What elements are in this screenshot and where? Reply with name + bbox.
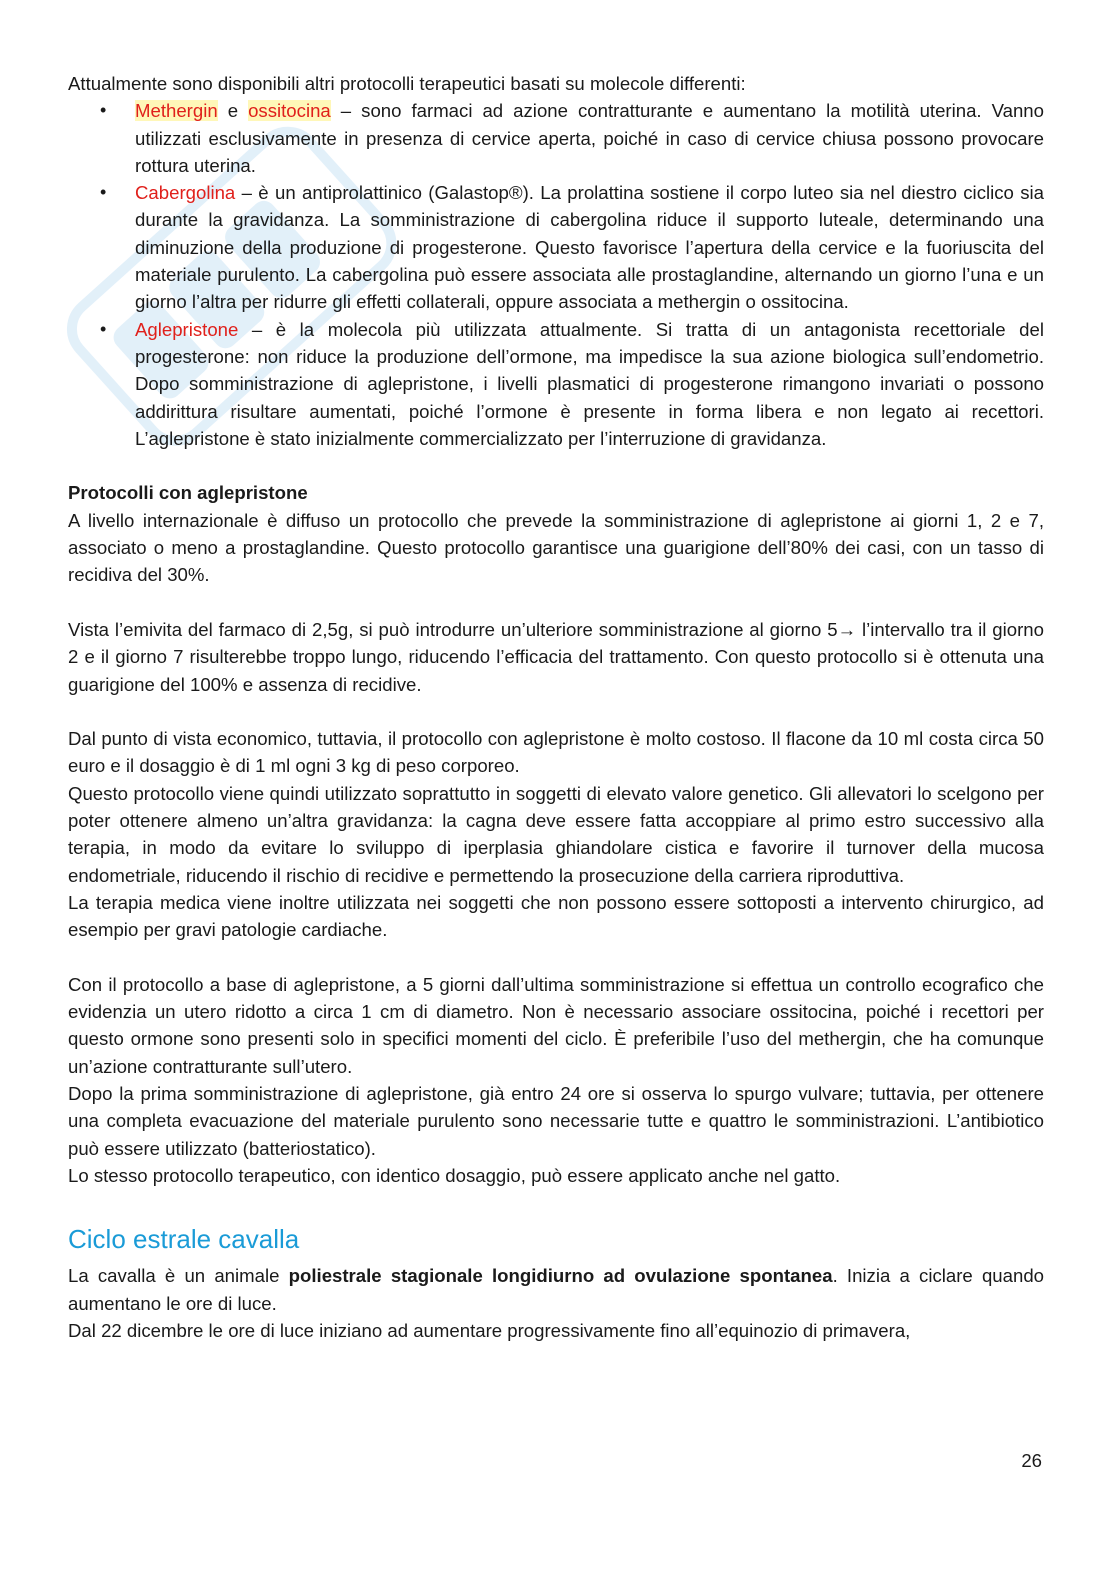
paragraph: Lo stesso protocollo terapeutico, con identico dosaggio, può essere applicato anche nel gatto.	[68, 1164, 841, 1186]
page-number: 26	[1021, 1450, 1042, 1471]
paragraph: Dopo la prima somministrazione di aglepristone, già entro 24 ore si osserva lo spurgo vulvare; tuttavia, per ottenere una completa evacuazione del materiale purulento sono necessarie tutte e quattro le somministrazioni. L’antibiotico può essere utilizzato (batteriostatico).	[68, 1082, 1044, 1159]
horse-text: . Inizia a ciclare quando aumentano le ore di luce.	[68, 1265, 1044, 1314]
horse-text: La cavalla è un animale	[68, 1265, 289, 1287]
list-item	[68, 179, 1044, 315]
horse-bold-text: poliestrale stagionale longidiurno ad ovulazione spontanea	[288, 1265, 833, 1287]
protocol-heading: Protocolli con aglepristone	[68, 482, 308, 504]
document-page	[68, 70, 1044, 1344]
paragraph: Con il protocollo a base di aglepristone, a 5 giorni dall’ultima somministrazione si effettua un controllo ecografico che evidenzia un utero ridotto a circa 1 cm di diametro. Non è necessario associare ossitocina, poiché i recettori per questo ormone sono presenti solo in specifici momenti del ciclo. È preferibile l’uso del methergin, che ha comunque un’azione contratturante sull’utero.	[68, 973, 1044, 1077]
list-item	[68, 97, 1044, 179]
drug-description: – è la molecola più utilizzata attualmente. Si tratta di un antagonista recettoriale del progesterone: non riduce la produzione dell’ormone, ma impedisce la sua azione biologica sull’endometrio. Dopo somministrazione di aglepristone, i livelli plasmatici di progesterone rimangono invariati o possono addirittura risultare aumentati, poiché l’ormone è presente in forma libera e non legato ai recettori. L’aglepristone è stato inizialmente commercializzato per l’interruzione di gravidanza.	[135, 318, 1044, 449]
drug-name-conjunction: e	[217, 100, 249, 122]
drug-description: – è un antiprolattinico (Galastop®). La prolattina sostiene il corpo luteo sia nel diestro ciclico sia durante la gravidanza. La somministrazione di cabergolina riduce il supporto luteale, determinando una diminuzione della produzione di progesterone. Questo favorisce l’apertura della cervice e la fuoriuscita del materiale purulento. La cabergolina può essere associata alle prostaglandine, alternando un giorno l’una e un giorno l’altra per ridurre gli effetti collaterali, oppure associata a methergin o ossitocina.	[135, 182, 1044, 313]
paragraph	[68, 1262, 1044, 1317]
drug-name: Cabergolina	[135, 182, 236, 204]
intro-text: Attualmente sono disponibili altri protocolli terapeutici basati su molecole differenti:	[68, 73, 746, 94]
paragraph: Vista l’emivita del farmaco di 2,5g, si può introdurre un’ulteriore somministrazione al giorno 5→ l’intervallo tra il giorno 2 e il giorno 7 risulterebbe troppo lungo, riducendo l’efficacia del trattamento. Con questo protocollo si è ottenuta una guarigione del 100% e assenza di recidive.	[68, 618, 1044, 695]
paragraph: Dal punto di vista economico, tuttavia, il protocollo con aglepristone è molto costoso. Il flacone da 10 ml costa circa 50 euro e il dosaggio è di 1 ml ogni 3 kg di peso corporeo.	[68, 728, 1044, 777]
drug-name: ossitocina	[248, 100, 331, 122]
paragraph: Questo protocollo viene quindi utilizzato soprattutto in soggetti di elevato valore genetico. Gli allevatori lo scelgono per poter ottenere almeno un’altra gravidanza: la cagna deve essere fatta accoppiare al primo estro successivo alla terapia, in modo da evitare lo sviluppo di iperplasia ghiandolare cistica e favorire il turnover della mucosa endometriale, riducendo il rischio di recidive e permettendo la prosecuzione della carriera riproduttiva.	[68, 782, 1044, 886]
paragraph: A livello internazionale è diffuso un protocollo che prevede la somministrazione di aglepristone ai giorni 1, 2 e 7, associato o meno a prostaglandine. Questo protocollo garantisce una guarigione dell’80% dei casi, con un tasso di recidiva del 30%.	[68, 509, 1044, 586]
drug-name: Methergin	[135, 100, 218, 122]
drug-description: – sono farmaci ad azione contratturante e aumentano la motilità uterina. Vanno utilizzati esclusivamente in presenza di cervice aperta, poiché in caso di cervice chiusa possono provocare rottura uterina.	[135, 100, 1044, 176]
drug-list	[68, 97, 1044, 452]
list-item	[68, 316, 1044, 452]
section-title: Ciclo estrale cavalla	[68, 1224, 300, 1255]
paragraph: Dal 22 dicembre le ore di luce iniziano ad aumentare progressivamente fino all’equinozio di primavera,	[68, 1320, 911, 1342]
drug-name: Aglepristone	[135, 318, 239, 340]
paragraph: La terapia medica viene inoltre utilizzata nei soggetti che non possono essere sottoposti a intervento chirurgico, ad esempio per gravi patologie cardiache.	[68, 891, 1044, 941]
